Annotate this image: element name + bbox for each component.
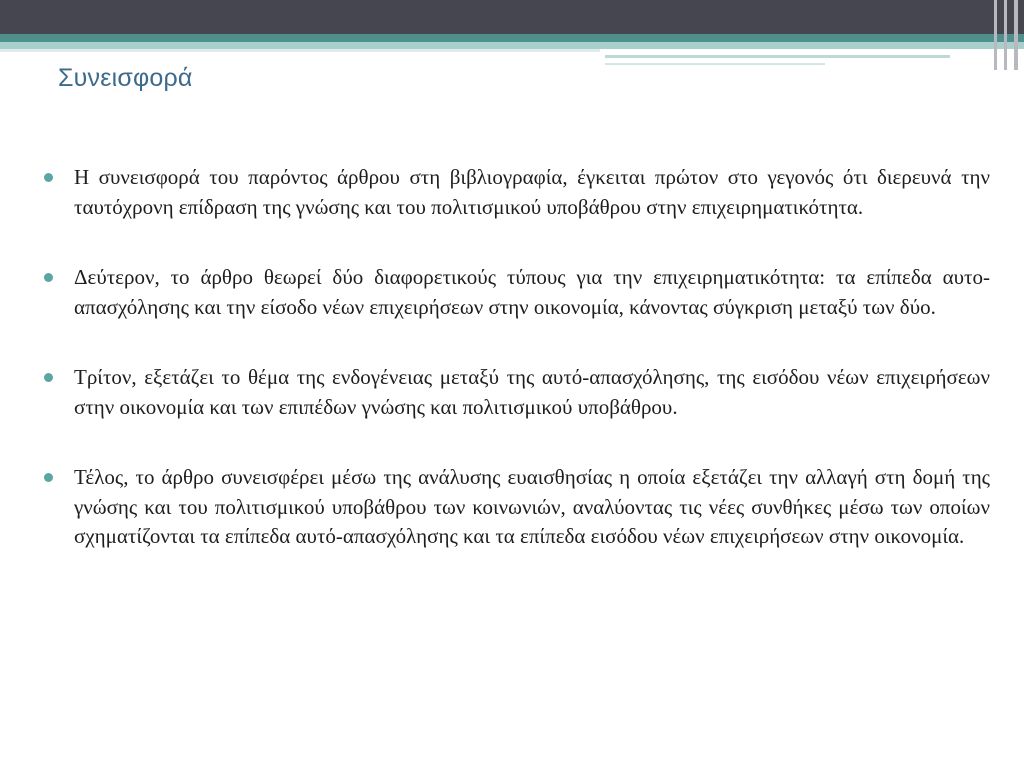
bullet-text: Τέλος, το άρθρο συνεισφέρει μέσω της ανάλυσης ευαισθησίας η οποία εξετάζει την αλλαγή στη δομή της γνώσης και του πολιτισμικού υποβάθρου των κοινωνιών, αναλύοντας τις νέες συνθήκες μέσω των οποίων σχηματίζονται τα επίπεδα αυτό-απασχόλησης και τα επίπεδα εισόδου νέων επιχειρήσεων στην οικονομία. <box>74 465 990 548</box>
bullet-dot-icon <box>44 173 53 182</box>
header-accent-bar <box>605 55 950 58</box>
header-band-teal <box>0 34 1024 42</box>
slide-title: Συνεισφορά <box>58 64 193 92</box>
bullet-item <box>44 363 990 422</box>
header-band-light <box>0 42 1024 49</box>
bullet-text: Η συνεισφορά του παρόντος άρθρου στη βιβλιογραφία, έγκειται πρώτον στο γεγονός ότι διερευνά την ταυτόχρονη επίδραση της γνώσης και του πολιτισμικού υποβάθρου στην επιχειρηματικότητα. <box>74 165 990 219</box>
bullet-item <box>44 163 990 222</box>
bullet-dot-icon <box>44 273 53 282</box>
header-band-dark <box>0 0 1024 34</box>
bullet-item <box>44 263 990 322</box>
decorative-vertical-line <box>994 0 997 70</box>
header-band-shadow <box>0 49 600 52</box>
decorative-vertical-line <box>1004 0 1007 70</box>
bullet-item <box>44 463 990 552</box>
header-accent-bar-secondary <box>605 63 825 65</box>
bullet-list <box>44 163 990 593</box>
decorative-vertical-line <box>1014 0 1018 70</box>
bullet-text: Δεύτερον, το άρθρο θεωρεί δύο διαφορετικούς τύπους για την επιχειρηματικότητα: τα επίπεδα αυτο-απασχόλησης και την είσοδο νέων επιχειρήσεων στην οικονομία, κάνοντας σύγκριση μεταξύ των δύο. <box>74 265 990 319</box>
bullet-dot-icon <box>44 473 53 482</box>
bullet-dot-icon <box>44 373 53 382</box>
bullet-text: Τρίτον, εξετάζει το θέμα της ενδογένειας μεταξύ της αυτό-απασχόλησης, της εισόδου νέων επιχειρήσεων στην οικονομία και των επιπέδων γνώσης και πολιτισμικού υποβάθρου. <box>74 365 990 419</box>
